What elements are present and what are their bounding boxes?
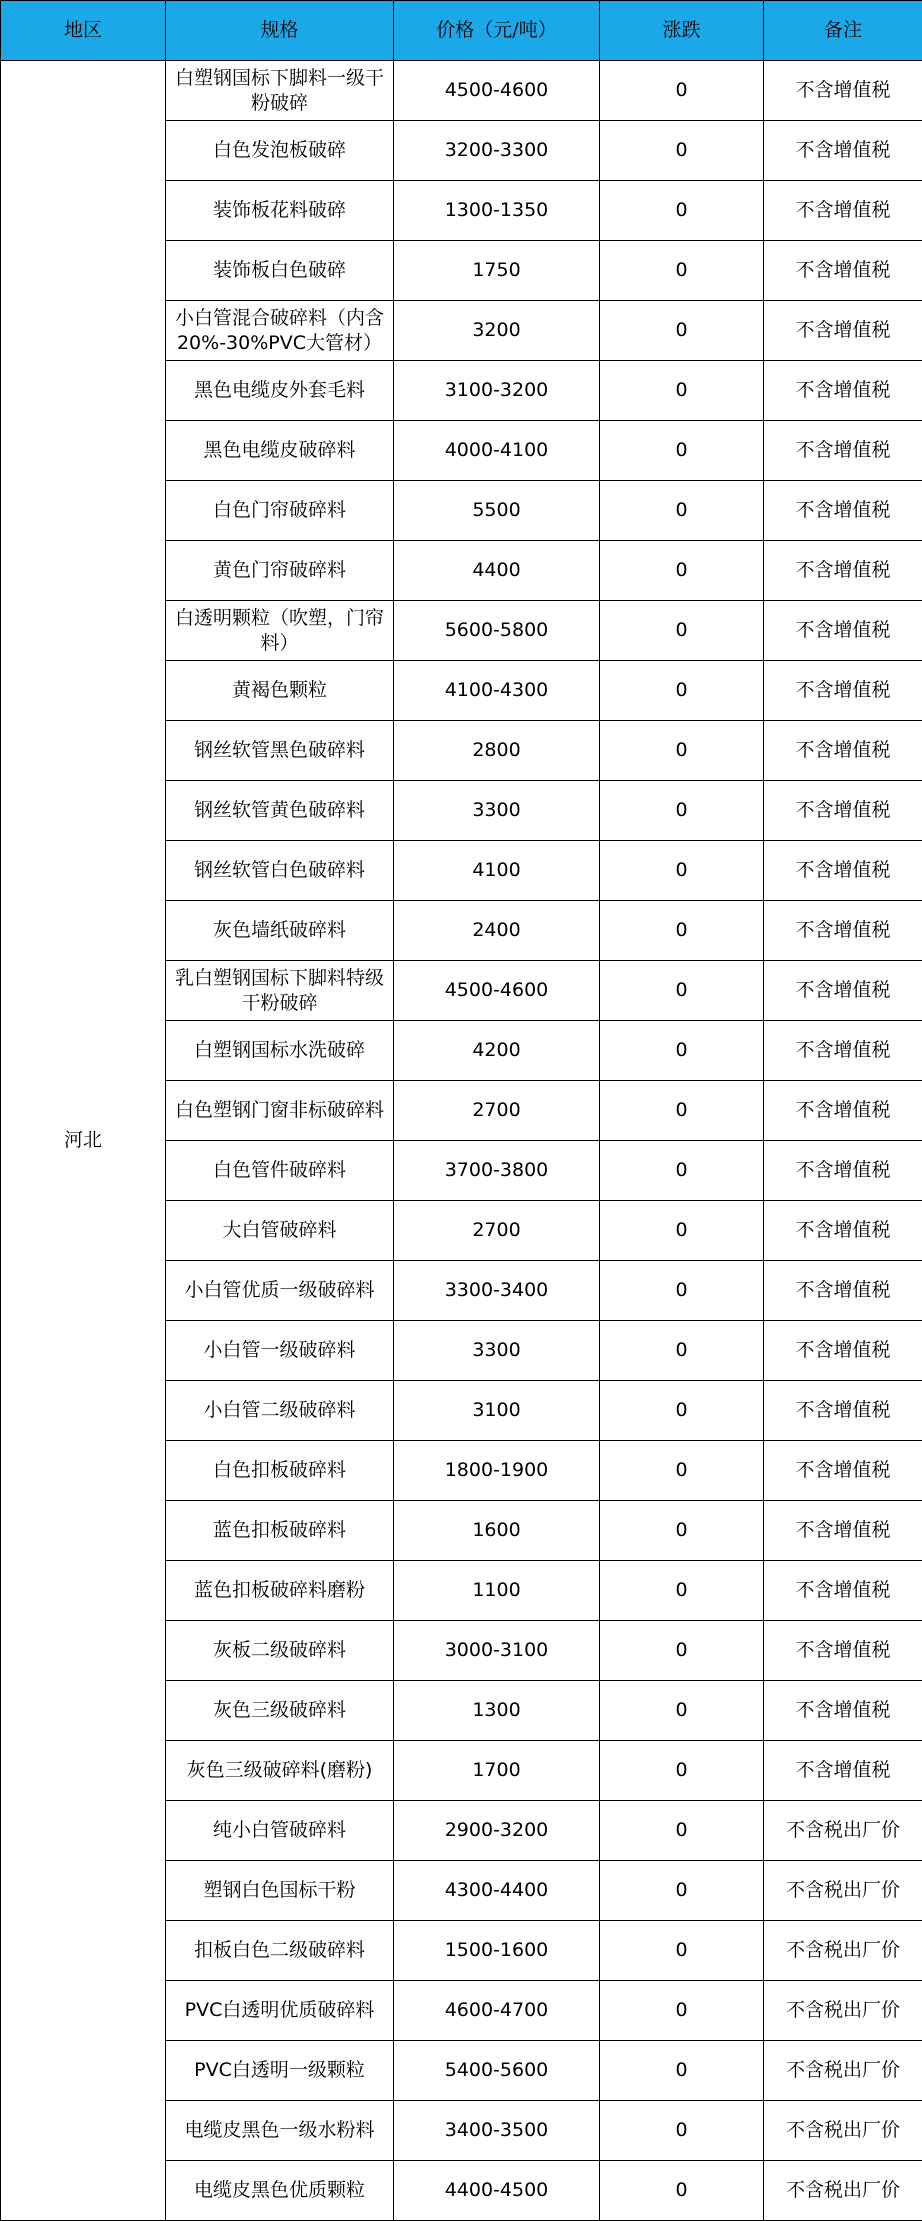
- note-cell-text: 不含增值税: [795, 1219, 891, 1241]
- note-cell: [764, 1621, 922, 1681]
- header-row: [1, 1, 922, 61]
- change-cell-text: 0: [675, 1939, 688, 1961]
- price-cell-text: 4400: [472, 559, 521, 581]
- note-cell-text: 不含增值税: [795, 1099, 891, 1121]
- header-price: 价格（元/吨）: [394, 1, 600, 61]
- note-cell: [764, 1141, 922, 1201]
- note-cell-text: 不含增值税: [795, 1579, 891, 1601]
- note-cell-text: 不含增值税: [795, 799, 891, 821]
- price-cell: [394, 1921, 600, 1981]
- change-cell-text: 0: [675, 499, 688, 521]
- price-cell: [394, 1981, 600, 2041]
- price-cell: [394, 1141, 600, 1201]
- change-cell-text: 0: [675, 1879, 688, 1901]
- spec-cell: [166, 961, 394, 1021]
- price-cell-text: 4300-4400: [444, 1879, 549, 1901]
- note-cell: [764, 961, 922, 1021]
- price-cell: [394, 301, 600, 361]
- price-cell: [394, 1741, 600, 1801]
- spec-cell-text: 白色塑钢门窗非标破碎料: [174, 1099, 384, 1121]
- spec-cell-text: 小白管一级破碎料: [203, 1339, 356, 1361]
- change-cell-text: 0: [675, 1399, 688, 1421]
- price-cell-text: 4000-4100: [444, 439, 549, 461]
- spec-cell: [166, 601, 394, 661]
- note-cell-text: 不含增值税: [795, 1759, 891, 1781]
- note-cell: [764, 1441, 922, 1501]
- price-cell: [394, 601, 600, 661]
- price-cell-text: 5600-5800: [444, 619, 549, 641]
- spec-cell-text: 黄褐色颗粒: [231, 679, 327, 701]
- note-cell: [764, 1321, 922, 1381]
- note-cell: [764, 1741, 922, 1801]
- change-cell: [600, 1921, 764, 1981]
- spec-cell: [166, 661, 394, 721]
- price-cell-text: 2700: [472, 1219, 521, 1241]
- change-cell: [600, 961, 764, 1021]
- note-cell: [764, 1801, 922, 1861]
- change-cell-text: 0: [675, 2059, 688, 2081]
- price-cell: [394, 2041, 600, 2101]
- price-cell-text: 3200-3300: [444, 139, 549, 161]
- price-cell: [394, 1261, 600, 1321]
- spec-cell-text: 白色扣板破碎料: [212, 1459, 346, 1481]
- change-cell: [600, 301, 764, 361]
- price-cell-text: 1300: [472, 1699, 521, 1721]
- price-cell: [394, 721, 600, 781]
- spec-cell: [166, 1981, 394, 2041]
- price-cell-text: 3000-3100: [444, 1639, 549, 1661]
- price-cell-text: 4400-4500: [444, 2179, 549, 2201]
- note-cell: [764, 1081, 922, 1141]
- price-cell: [394, 1441, 600, 1501]
- change-cell-text: 0: [675, 1579, 688, 1601]
- price-cell: [394, 1201, 600, 1261]
- spec-cell-text: 纯小白管破碎料: [212, 1819, 346, 1841]
- note-cell-text: 不含增值税: [795, 1159, 891, 1181]
- note-cell-text: 不含增值税: [795, 79, 891, 101]
- note-cell-text: 不含增值税: [795, 1699, 891, 1721]
- spec-cell-text: 灰板二级破碎料: [212, 1639, 346, 1661]
- spec-cell-text: 黑色电缆皮外套毛料: [193, 379, 365, 401]
- spec-cell: [166, 1681, 394, 1741]
- change-cell-text: 0: [675, 2119, 688, 2141]
- change-cell: [600, 481, 764, 541]
- price-cell-text: 4100-4300: [444, 679, 549, 701]
- price-cell: [394, 1621, 600, 1681]
- change-cell: [600, 1801, 764, 1861]
- change-cell-text: 0: [675, 1159, 688, 1181]
- spec-cell-text: 黄色门帘破碎料: [212, 559, 346, 581]
- spec-cell: [166, 1261, 394, 1321]
- change-cell: [600, 1621, 764, 1681]
- change-cell: [600, 1681, 764, 1741]
- note-cell-text: 不含增值税: [795, 1339, 891, 1361]
- spec-cell-text: 白色管件破碎料: [212, 1159, 346, 1181]
- table-body: [1, 61, 922, 2221]
- spec-cell-text: 白塑钢国标下脚料一级干粉破碎: [174, 66, 384, 114]
- note-cell: [764, 421, 922, 481]
- change-cell: [600, 2041, 764, 2101]
- price-cell: [394, 841, 600, 901]
- change-cell-text: 0: [675, 1639, 688, 1661]
- change-cell: [600, 1141, 764, 1201]
- change-cell-text: 0: [675, 79, 688, 101]
- change-cell-text: 0: [675, 1519, 688, 1541]
- price-cell: [394, 361, 600, 421]
- note-cell: [764, 541, 922, 601]
- change-cell: [600, 901, 764, 961]
- note-cell-text: 不含增值税: [795, 139, 891, 161]
- note-cell: [764, 301, 922, 361]
- spec-cell: [166, 1441, 394, 1501]
- spec-cell: [166, 841, 394, 901]
- spec-cell: [166, 1021, 394, 1081]
- price-cell: [394, 781, 600, 841]
- change-cell-text: 0: [675, 379, 688, 401]
- note-cell-text: 不含税出厂价: [785, 1939, 900, 1961]
- price-cell-text: 1600: [472, 1519, 521, 1541]
- change-cell: [600, 1981, 764, 2041]
- note-cell: [764, 1981, 922, 2041]
- price-cell: [394, 661, 600, 721]
- spec-cell: [166, 2161, 394, 2221]
- spec-cell-text: 小白管优质一级破碎料: [184, 1279, 375, 1301]
- change-cell: [600, 1561, 764, 1621]
- note-cell: [764, 1561, 922, 1621]
- note-cell: [764, 121, 922, 181]
- change-cell: [600, 541, 764, 601]
- spec-cell-text: 白色门帘破碎料: [212, 499, 346, 521]
- change-cell-text: 0: [675, 1819, 688, 1841]
- change-cell-text: 0: [675, 1339, 688, 1361]
- change-cell: [600, 1201, 764, 1261]
- spec-cell: [166, 301, 394, 361]
- change-cell-text: 0: [675, 1459, 688, 1481]
- change-cell-text: 0: [675, 739, 688, 761]
- price-cell-text: 1500-1600: [444, 1939, 549, 1961]
- spec-cell-text: 小白管混合破碎料（内含20%-30%PVC大管材）: [174, 306, 384, 354]
- note-cell-text: 不含增值税: [795, 1039, 891, 1061]
- price-cell: [394, 241, 600, 301]
- price-cell: [394, 2101, 600, 2161]
- spec-cell-text: 灰色三级破碎料(磨粉): [186, 1759, 373, 1781]
- price-cell-text: 3300: [472, 799, 521, 821]
- note-cell: [764, 1261, 922, 1321]
- note-cell-text: 不含增值税: [795, 919, 891, 941]
- price-cell: [394, 1321, 600, 1381]
- change-cell: [600, 1741, 764, 1801]
- change-cell-text: 0: [675, 1759, 688, 1781]
- change-cell-text: 0: [675, 199, 688, 221]
- note-cell: [764, 601, 922, 661]
- spec-cell: [166, 1621, 394, 1681]
- price-cell: [394, 1381, 600, 1441]
- note-cell: [764, 181, 922, 241]
- change-cell: [600, 61, 764, 121]
- change-cell-text: 0: [675, 2179, 688, 2201]
- note-cell: [764, 901, 922, 961]
- note-cell: [764, 1861, 922, 1921]
- price-cell-text: 4500-4600: [444, 979, 549, 1001]
- spec-cell-text: 电缆皮黑色一级水粉料: [184, 2119, 375, 2141]
- note-cell: [764, 781, 922, 841]
- note-cell-text: 不含增值税: [795, 679, 891, 701]
- spec-cell: [166, 541, 394, 601]
- price-cell-text: 2800: [472, 739, 521, 761]
- note-cell-text: 不含增值税: [795, 979, 891, 1001]
- note-cell: [764, 2041, 922, 2101]
- note-cell-text: 不含增值税: [795, 619, 891, 641]
- change-cell-text: 0: [675, 1699, 688, 1721]
- change-cell: [600, 181, 764, 241]
- spec-cell: [166, 1141, 394, 1201]
- price-cell: [394, 961, 600, 1021]
- spec-cell: [166, 1561, 394, 1621]
- price-cell-text: 4200: [472, 1039, 521, 1061]
- change-cell: [600, 1501, 764, 1561]
- note-cell: [764, 361, 922, 421]
- change-cell: [600, 421, 764, 481]
- spec-cell: [166, 361, 394, 421]
- change-cell: [600, 1081, 764, 1141]
- spec-cell-text: 白透明颗粒（吹塑，门帘料）: [174, 606, 384, 654]
- note-cell-text: 不含税出厂价: [785, 1879, 900, 1901]
- spec-cell-text: 电缆皮黑色优质颗粒: [193, 2179, 365, 2201]
- note-cell: [764, 661, 922, 721]
- change-cell-text: 0: [675, 619, 688, 641]
- note-cell-text: 不含增值税: [795, 1279, 891, 1301]
- price-cell: [394, 1801, 600, 1861]
- spec-cell-text: 装饰板白色破碎: [212, 259, 346, 281]
- note-cell: [764, 241, 922, 301]
- change-cell: [600, 1321, 764, 1381]
- price-cell-text: 3400-3500: [444, 2119, 549, 2141]
- spec-cell: [166, 781, 394, 841]
- price-cell: [394, 181, 600, 241]
- price-cell-text: 3100-3200: [444, 379, 549, 401]
- note-cell-text: 不含税出厂价: [785, 2059, 900, 2081]
- spec-cell: [166, 1921, 394, 1981]
- note-cell-text: 不含增值税: [795, 1639, 891, 1661]
- note-cell-text: 不含增值税: [795, 1399, 891, 1421]
- header-spec: 规格: [166, 1, 394, 61]
- change-cell: [600, 361, 764, 421]
- spec-cell: [166, 1321, 394, 1381]
- change-cell-text: 0: [675, 1219, 688, 1241]
- spec-cell: [166, 1501, 394, 1561]
- change-cell-text: 0: [675, 1039, 688, 1061]
- price-cell-text: 1800-1900: [444, 1459, 549, 1481]
- change-cell-text: 0: [675, 799, 688, 821]
- spec-cell: [166, 1801, 394, 1861]
- spec-cell: [166, 1081, 394, 1141]
- change-cell-text: 0: [675, 559, 688, 581]
- price-cell: [394, 1081, 600, 1141]
- price-cell-text: 1100: [472, 1579, 521, 1601]
- spec-cell-text: 蓝色扣板破碎料磨粉: [193, 1579, 365, 1601]
- note-cell-text: 不含增值税: [795, 259, 891, 281]
- price-cell-text: 3200: [472, 319, 521, 341]
- price-cell-text: 1300-1350: [444, 199, 549, 221]
- header-region: 地区: [1, 1, 166, 61]
- spec-cell-text: 钢丝软管黑色破碎料: [193, 739, 365, 761]
- spec-cell: [166, 1861, 394, 1921]
- note-cell-text: 不含增值税: [795, 199, 891, 221]
- spec-cell: [166, 241, 394, 301]
- note-cell-text: 不含增值税: [795, 499, 891, 521]
- spec-cell: [166, 421, 394, 481]
- price-cell-text: 3100: [472, 1399, 521, 1421]
- change-cell-text: 0: [675, 1999, 688, 2021]
- spec-cell-text: 白塑钢国标水洗破碎: [193, 1039, 365, 1061]
- price-cell: [394, 1561, 600, 1621]
- note-cell: [764, 841, 922, 901]
- price-cell: [394, 121, 600, 181]
- spec-cell-text: 白色发泡板破碎: [212, 139, 346, 161]
- note-cell: [764, 1921, 922, 1981]
- spec-cell: [166, 61, 394, 121]
- change-cell: [600, 661, 764, 721]
- spec-cell-text: PVC白透明优质破碎料: [184, 1999, 375, 2021]
- change-cell: [600, 1021, 764, 1081]
- change-cell: [600, 841, 764, 901]
- spec-cell-text: 大白管破碎料: [222, 1219, 337, 1241]
- table-row: [1, 61, 922, 121]
- spec-cell: [166, 721, 394, 781]
- price-cell-text: 3300: [472, 1339, 521, 1361]
- note-cell: [764, 1021, 922, 1081]
- note-cell: [764, 61, 922, 121]
- note-cell-text: 不含税出厂价: [785, 2179, 900, 2201]
- change-cell-text: 0: [675, 859, 688, 881]
- spec-cell: [166, 481, 394, 541]
- note-cell: [764, 2101, 922, 2161]
- spec-cell-text: 灰色三级破碎料: [212, 1699, 346, 1721]
- change-cell-text: 0: [675, 1099, 688, 1121]
- note-cell: [764, 481, 922, 541]
- note-cell-text: 不含增值税: [795, 559, 891, 581]
- spec-cell-text: PVC白透明一级颗粒: [194, 2059, 365, 2081]
- spec-cell-text: 钢丝软管黄色破碎料: [193, 799, 365, 821]
- note-cell: [764, 1201, 922, 1261]
- price-cell-text: 4500-4600: [444, 79, 549, 101]
- spec-cell-text: 钢丝软管白色破碎料: [193, 859, 365, 881]
- change-cell: [600, 781, 764, 841]
- note-cell: [764, 1681, 922, 1741]
- change-cell-text: 0: [675, 679, 688, 701]
- spec-cell: [166, 2041, 394, 2101]
- spec-cell-text: 乳白塑钢国标下脚料特级干粉破碎: [174, 966, 384, 1014]
- change-cell: [600, 121, 764, 181]
- note-cell: [764, 721, 922, 781]
- note-cell-text: 不含税出厂价: [785, 1819, 900, 1841]
- note-cell-text: 不含税出厂价: [785, 2119, 900, 2141]
- spec-cell-text: 蓝色扣板破碎料: [212, 1519, 346, 1541]
- note-cell: [764, 1501, 922, 1561]
- change-cell-text: 0: [675, 139, 688, 161]
- price-cell-text: 3700-3800: [444, 1159, 549, 1181]
- price-cell-text: 2400: [472, 919, 521, 941]
- price-cell: [394, 901, 600, 961]
- price-cell-text: 5400-5600: [444, 2059, 549, 2081]
- change-cell-text: 0: [675, 1279, 688, 1301]
- note-cell-text: 不含增值税: [795, 739, 891, 761]
- note-cell-text: 不含增值税: [795, 859, 891, 881]
- spec-cell: [166, 1381, 394, 1441]
- price-cell-text: 4100: [472, 859, 521, 881]
- price-cell-text: 4600-4700: [444, 1999, 549, 2021]
- price-cell-text: 2900-3200: [444, 1819, 549, 1841]
- price-cell: [394, 1021, 600, 1081]
- price-cell: [394, 61, 600, 121]
- change-cell-text: 0: [675, 439, 688, 461]
- change-cell: [600, 241, 764, 301]
- price-cell: [394, 421, 600, 481]
- header-note: 备注: [764, 1, 922, 61]
- spec-cell-text: 灰色墙纸破碎料: [212, 919, 346, 941]
- change-cell: [600, 2101, 764, 2161]
- price-cell: [394, 2161, 600, 2221]
- note-cell: [764, 1381, 922, 1441]
- price-cell: [394, 1861, 600, 1921]
- spec-cell-text: 黑色电缆皮破碎料: [203, 439, 356, 461]
- price-cell: [394, 1681, 600, 1741]
- spec-cell: [166, 901, 394, 961]
- price-cell: [394, 541, 600, 601]
- spec-cell-text: 塑钢白色国标干粉: [203, 1879, 356, 1901]
- change-cell-text: 0: [675, 979, 688, 1001]
- change-cell-text: 0: [675, 259, 688, 281]
- region-cell: 河北: [1, 61, 166, 2221]
- note-cell-text: 不含增值税: [795, 1519, 891, 1541]
- change-cell: [600, 1861, 764, 1921]
- price-cell-text: 3300-3400: [444, 1279, 549, 1301]
- change-cell: [600, 601, 764, 661]
- table-header: [1, 1, 922, 61]
- price-cell-text: 5500: [472, 499, 521, 521]
- change-cell: [600, 721, 764, 781]
- spec-cell: [166, 1201, 394, 1261]
- spec-cell: [166, 181, 394, 241]
- note-cell-text: 不含增值税: [795, 319, 891, 341]
- change-cell: [600, 2161, 764, 2221]
- note-cell-text: 不含增值税: [795, 1459, 891, 1481]
- spec-cell-text: 装饰板花料破碎: [212, 199, 346, 221]
- price-cell-text: 2700: [472, 1099, 521, 1121]
- change-cell: [600, 1381, 764, 1441]
- change-cell-text: 0: [675, 319, 688, 341]
- change-cell: [600, 1261, 764, 1321]
- spec-cell: [166, 121, 394, 181]
- note-cell-text: 不含增值税: [795, 379, 891, 401]
- change-cell: [600, 1441, 764, 1501]
- spec-cell: [166, 2101, 394, 2161]
- spec-cell-text: 小白管二级破碎料: [203, 1399, 356, 1421]
- price-cell: [394, 1501, 600, 1561]
- change-cell-text: 0: [675, 919, 688, 941]
- header-change: 涨跌: [600, 1, 764, 61]
- price-cell-text: 1750: [472, 259, 521, 281]
- spec-cell-text: 扣板白色二级破碎料: [193, 1939, 365, 1961]
- note-cell: [764, 2161, 922, 2221]
- note-cell-text: 不含增值税: [795, 439, 891, 461]
- spec-cell: [166, 1741, 394, 1801]
- price-cell-text: 1700: [472, 1759, 521, 1781]
- note-cell-text: 不含税出厂价: [785, 1999, 900, 2021]
- price-cell: [394, 481, 600, 541]
